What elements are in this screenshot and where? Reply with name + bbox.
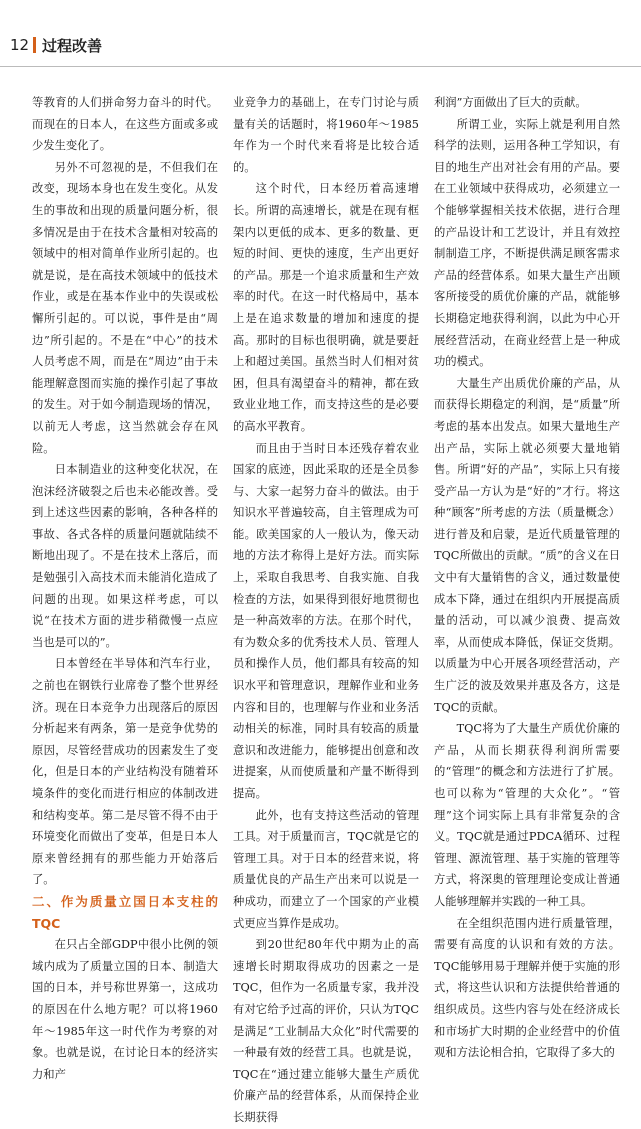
paragraph: 利润”方面做出了巨大的贡献。 <box>434 96 587 109</box>
paragraph: 另外不可忽视的是，不但我们在改变，现场本身也在发生变化。从发生的事故和出现的质量问题分析，很多情况是由于在技术含量相对较高的领域中的相对简单作业所引起的。也就是说，是在高技术领域中的低技术作业，或是在基本作业中的失误或松懈所引起的。可以说，事件是由“周边”所引起的。不是在“中心”的技术人员考虑不周，而是在“周边”由于未能理解意图而实施的操作引起了事故的发生。对于如今制造现场的情况，以前无人考虑，这当然就会存在风险。 <box>32 160 218 455</box>
section-heading: 二、作为质量立国日本支柱的 TQC <box>32 893 218 931</box>
text-column-3 <box>434 92 620 1060</box>
paragraph: 大量生产出质优价廉的产品，从而获得长期稳定的利润，是“质量”所考虑的基本出发点。如果大量地生产出产品，实际上就必须要大量地销售。所谓“好的产品”，实际上只有接受产品一方认为是“好的”才行。将这种“顾客”所考虑的方法（质量概念）进行普及和启蒙，是近代质量管理的TQC所做出的贡献。“质”的含义在日文中有大量销售的含义，通过数量使成本下降，通过在组织内开展提高质量的活动，可以减少浪费、提高效率，从而使成本降低，保证交货期。以质量为中心开展各项经营活动，产生广泛的波及效果并惠及各方，这是TQC的贡献。 <box>434 376 620 714</box>
text-column-1 <box>32 92 218 1081</box>
page-header <box>0 0 641 74</box>
paragraph: 在只占全部GDP中很小比例的领域内成为了质量立国的日本、制造大国的日本，并号称世界第一，这成功的原因在什么地方呢？可以将1960年～1985年这一时代作为考察的对象。也就是说，在讨论日本的经济实力和产 <box>32 938 218 1081</box>
article-body <box>32 92 620 1124</box>
paragraph: 在全组织范围内进行质量管理，需要有高度的认识和有效的方法。TQC能够用易于理解并便于实施的形式，将这些认识和方法提供给普通的组织成员。这些内容与处在经济成长和市场扩大时期的企业经营中的价值观和方法论相合拍，它取得了多大的 <box>434 916 620 1060</box>
header-divider <box>0 66 641 67</box>
text-column-2 <box>233 92 419 1124</box>
paragraph: 此外，也有支持这些活动的管理工具。对于质量而言，TQC就是它的管理工具。对于日本的经营来说，将质量优良的产品生产出来可以说是一种成功，而建立了一个国家的产业模式更应当算作是成功。 <box>233 808 419 930</box>
paragraph: 日本曾经在半导体和汽车行业，之前也在钢铁行业席卷了整个世界经济。现在日本竞争力出现落后的原因分析起来有两条，第一是竞争优势的原因，尽管经营成功的因素发生了变化，但是日本的产业结构没有随着环境条件的变化而进行相应的体制改进和结构变革。第二是尽管不得不由于环境变化而做出了变革，但是日本人原来曾经拥有的那些能力开始落后了。 <box>32 657 218 887</box>
paragraph: TQC将为了大量生产质优价廉的产品，从而长期获得利润所需要的“管理”的概念和方法进行了扩展。也可以称为“管理的大众化”。“管理”这个词实际上具有非常复杂的含义。TQC就是通过PDCA循环、过程管理、源流管理、基于实施的管理等方式，将深奥的管理理论变成让普通人能够理解并实践的一种工具。 <box>434 722 620 908</box>
paragraph: 所谓工业，实际上就是利用自然科学的法则，运用各种工学知识，有目的地生产出对社会有用的产品。要在工业领域中获得成功，必须建立一个能够掌握相关技术依据，进行合理的产品设计和工艺设计，并且有效控制制造工序，不断提供满足顾客需求产品的经营体系。如果大量生产出顾客所接受的质优价廉的产品，就能够长期稳定地获得利润，以此为中心开展经营活动，在商业经营上是一种成功的模式。 <box>434 117 620 369</box>
paragraph: 等教育的人们拼命努力奋斗的时代。而现在的日本人，在这些方面或多或少发生变化了。 <box>32 96 218 153</box>
section-title: 过程改善 <box>42 37 103 55</box>
paragraph: 这个时代，日本经历着高速增长。所谓的高速增长，就是在现有框架内以更低的成本、更多的数量、更短的时间、更快的速度，生产出更好的产品。那是一个追求质量和生产效率的时代。在这一时代格局中，基本上是在追求数量的增加和速度的提高。那时的目标也很明确，就是要赶上和超过美国。虽然当时人们相对贫困，但具有渴望奋斗的精神，都在致致业业地工作，而支持这些的是必要的高水平教育。 <box>233 182 419 433</box>
paragraph: 而且由于当时日本还残存着农业国家的底迹，因此采取的还是全员参与、大家一起努力奋斗的做法。由于知识水平普遍较高，自主管理成为可能。欧美国家的人一般认为，像天动地的方法才称得上是好方法。而实际上，采取自我思考、自我实施、自我检查的方法，如果得到很好地贯彻也是一种高效率的方法。在那个时代，有为数众多的优秀技术人员、管理人员和操作人员，他们都具有较高的知识水平和管理意识，理解作业和业务内容和目的，也理解与作业和业务活动相关的标准，同时具有较高的质量意识和改进能力，能够提出创意和改进提案，从而使质量和产量不断得到提高。 <box>233 441 419 800</box>
page-number: 12 <box>10 36 30 54</box>
paragraph: 日本制造业的这种变化状况，在泡沫经济破裂之后也未必能改善。受到上述这些因素的影响，各种各样的事故、各式各样的质量问题就陆续不断地出现了。不是在技术上落后，而是勉强引入高技术而未能消化造成了问题的出现。如果这样考虑，可以说“在技术方面的进步稍微慢一点应当也是可以的”。 <box>32 463 218 649</box>
paragraph: 业竞争力的基础上，在专门讨论与质量有关的话题时，将1960年～1985年作为一个时代来看将是比较合适的。 <box>233 96 419 174</box>
header-accent-bar <box>33 37 36 53</box>
paragraph: 到20世纪80年代中期为止的高速增长时期取得成功的因素之一是TQC，但作为一名质量专家，我并没有对它给予过高的评价，只认为TQC是满足“工业制品大众化”时代需要的一种最有效的经营工具。也就是说，TQC在“通过建立能够大量生产质优价廉产品的经营体系，从而保持企业长期获得 <box>233 938 419 1124</box>
